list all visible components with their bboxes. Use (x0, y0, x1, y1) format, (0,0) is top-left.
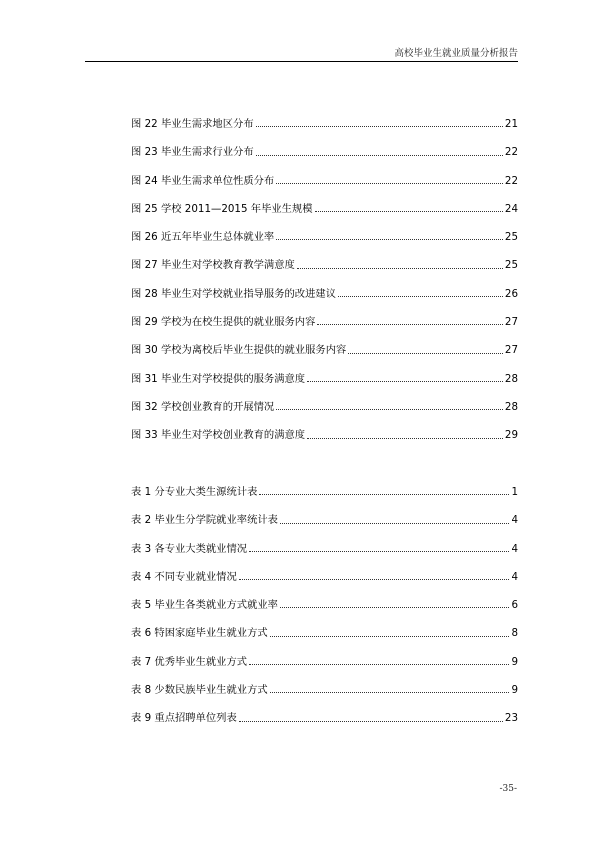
toc-entry[interactable] (131, 214, 518, 242)
toc-entry-page: 21 (504, 118, 518, 130)
dot-leader (276, 183, 503, 184)
toc-entry[interactable] (131, 101, 518, 129)
dot-leader (249, 664, 509, 665)
toc-entry-label: 图 31 毕业生对学校提供的服务满意度 (131, 372, 306, 385)
toc-entry[interactable] (131, 639, 518, 667)
toc-entry[interactable] (131, 497, 518, 525)
toc-entry-page: 4 (511, 514, 518, 527)
toc-entry[interactable] (131, 469, 518, 497)
dot-leader (307, 438, 503, 439)
figure-list (131, 101, 518, 441)
toc-entry[interactable] (131, 667, 518, 695)
toc-entry[interactable] (131, 327, 518, 355)
dot-leader (259, 494, 509, 495)
toc-entry-label: 表 9 重点招聘单位列表 (131, 712, 237, 725)
toc-entry-label: 表 1 分专业大类生源统计表 (131, 486, 258, 498)
header-rule (85, 61, 518, 62)
toc-entry-label: 表 2 毕业生分学院就业率统计表 (131, 514, 278, 527)
table-list (131, 469, 518, 724)
dot-leader (348, 353, 503, 354)
toc-entry-label: 图 24 毕业生需求单位性质分布 (131, 174, 275, 187)
toc-entry[interactable] (131, 299, 518, 327)
dot-leader (280, 607, 509, 608)
page-number: -35- (499, 784, 517, 794)
toc-entry-page: 22 (504, 174, 518, 187)
header-title: 高校毕业生就业质量分析报告 (394, 48, 518, 59)
dot-leader (338, 296, 503, 297)
dot-leader (280, 523, 509, 524)
toc-entry-label: 表 6 特困家庭毕业生就业方式 (131, 627, 268, 640)
toc-entry-label: 图 30 学校为离校后毕业生提供的就业服务内容 (131, 344, 347, 357)
toc-entry-page: 27 (504, 316, 518, 329)
dot-leader (276, 239, 503, 240)
toc-entry-page: 22 (504, 146, 518, 159)
dot-leader (315, 211, 503, 212)
toc-entry-page: 25 (504, 231, 518, 244)
toc-entry-page: 6 (511, 599, 518, 612)
toc-entry-page: 27 (504, 344, 518, 357)
toc-entry-page: 8 (511, 627, 518, 640)
toc-entry-page: 29 (504, 429, 518, 442)
toc-entry-page: 9 (511, 684, 518, 697)
toc-entry-page: 25 (504, 259, 518, 272)
dot-leader (270, 636, 510, 637)
toc-entry-label: 图 26 近五年毕业生总体就业率 (131, 231, 275, 244)
toc-entry[interactable] (131, 412, 518, 440)
toc-entry-page: 4 (511, 570, 518, 583)
toc-entry[interactable] (131, 129, 518, 157)
toc-entry-label: 表 4 不同专业就业情况 (131, 570, 237, 583)
dot-leader (297, 268, 503, 269)
dot-leader (276, 409, 503, 410)
toc-entry-page: 4 (511, 542, 518, 555)
toc-entry-label: 图 22 毕业生需求地区分布 (131, 118, 254, 130)
toc-entry-label: 表 8 少数民族毕业生就业方式 (131, 684, 268, 697)
toc-entry[interactable] (131, 186, 518, 214)
toc-entry[interactable] (131, 526, 518, 554)
dot-leader (239, 579, 510, 580)
toc-entry[interactable] (131, 158, 518, 186)
toc-entry-label: 图 28 毕业生对学校就业指导服务的改进建议 (131, 287, 336, 300)
toc-entry[interactable] (131, 695, 518, 723)
toc-entry-page: 9 (511, 655, 518, 668)
toc-entry[interactable] (131, 271, 518, 299)
toc-entry[interactable] (131, 242, 518, 270)
dot-leader (239, 721, 503, 722)
toc-entry-page: 28 (504, 372, 518, 385)
toc-entry-label: 表 3 各专业大类就业情况 (131, 542, 248, 555)
toc-entry[interactable] (131, 356, 518, 384)
toc-entry-label: 图 32 学校创业教育的开展情况 (131, 400, 275, 413)
toc-entry-label: 图 33 毕业生对学校创业教育的满意度 (131, 429, 306, 442)
toc-entry-label: 图 29 学校为在校生提供的就业服务内容 (131, 316, 316, 329)
dot-leader (256, 126, 503, 127)
toc-entry-label: 图 25 学校 2011—2015 年毕业生规模 (131, 202, 313, 215)
toc-entry-page: 24 (504, 202, 518, 215)
toc-entry-page: 26 (504, 287, 518, 300)
toc-entry-page: 23 (504, 712, 518, 725)
toc-entry-label: 表 5 毕业生各类就业方式就业率 (131, 599, 278, 612)
dot-leader (307, 381, 503, 382)
toc-entry-label: 图 23 毕业生需求行业分布 (131, 146, 254, 159)
dot-leader (270, 692, 510, 693)
toc-entry-page: 1 (511, 486, 518, 498)
toc-entry[interactable] (131, 554, 518, 582)
dot-leader (256, 155, 503, 156)
toc-entry-page: 28 (504, 400, 518, 413)
toc-entry-label: 图 27 毕业生对学校教育教学满意度 (131, 259, 295, 272)
dot-leader (249, 551, 509, 552)
toc-entry-label: 表 7 优秀毕业生就业方式 (131, 655, 248, 668)
toc-entry[interactable] (131, 610, 518, 638)
toc-entry[interactable] (131, 582, 518, 610)
dot-leader (317, 324, 502, 325)
toc-entry[interactable] (131, 384, 518, 412)
